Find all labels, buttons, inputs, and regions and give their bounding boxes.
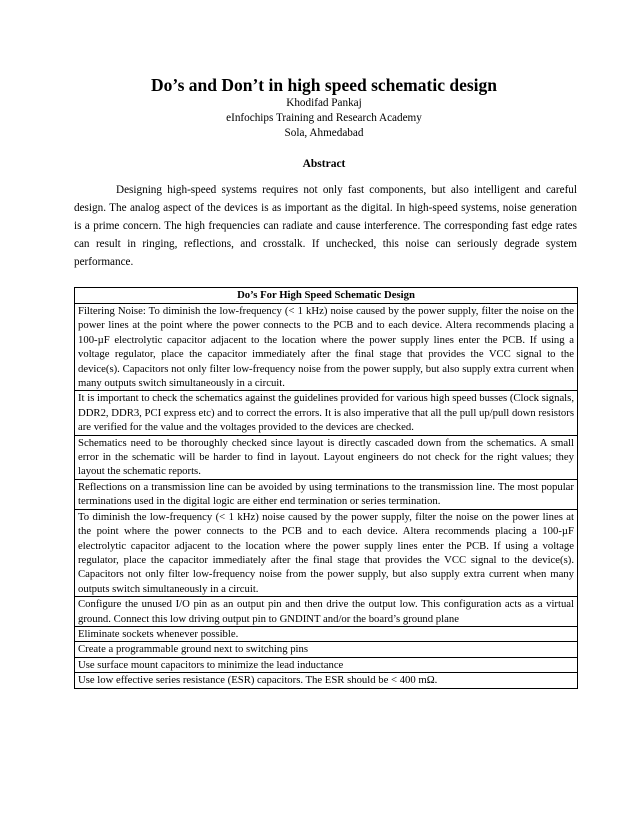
table-row <box>75 391 578 435</box>
table-cell: Filtering Noise: To diminish the low-frequency (< 1 kHz) noise caused by the power supply, filter the noise on the power lines at the point where the power connects to the PCB and to each device. Altera recommends placing a 100-µF electrolytic capacitor adjacent to the location where the power supply lines enter the PCB. If using a voltage regulator, place the capacitor immediately after the final stage that provides the VCC signal to the device(s). Capacitors not only filter low-frequency noise from the power supply, but also supply extra current when many outputs switch simultaneously in a circuit. <box>75 304 578 391</box>
document-title: Do’s and Don’t in high speed schematic design <box>151 75 497 95</box>
table-row <box>75 597 578 627</box>
table-cell: Use low effective series resistance (ESR) capacitors. The ESR should be < 400 mΩ. <box>75 673 578 688</box>
abstract-paragraph: Designing high-speed systems requires not only fast components, but also intelligent and careful design. The analog aspect of the devices is as important as the digital. In high-speed systems, noise generation is a prime concern. The high frequencies can radiate and cause interference. The corresponding fast edge rates can result in ringing, reflections, and crosstalk. If unchecked, this noise can seriously degrade system performance. <box>74 184 577 268</box>
table-row <box>75 509 578 596</box>
author-name: Khodifad Pankaj <box>286 97 362 109</box>
table-cell: To diminish the low-frequency (< 1 kHz) noise caused by the power supply, filter the noise on the power lines at the point where the power connects to the PCB and to each device. Altera recommends placing a 100-µF electrolytic capacitor adjacent to the location where the power supply lines enter the PCB. If using a voltage regulator, place the capacitor immediately after the final stage that provides the VCC signal to the device(s). Capacitors not only filter low-frequency noise from the power supply, but also supply extra current when many outputs switch simultaneously in a circuit. <box>75 509 578 596</box>
abstract-heading: Abstract <box>302 158 346 170</box>
table-cell: Schematics need to be thoroughly checked since layout is directly cascaded down from the schematics. A small error in the schematic will be harder to find in layout. Layout engineers do not check for the right values; they layout the schematic reports. <box>75 435 578 479</box>
dos-table <box>74 287 578 689</box>
table-row <box>75 435 578 479</box>
author-affiliation: eInfochips Training and Research Academy <box>226 112 422 124</box>
table-cell: Eliminate sockets whenever possible. <box>75 626 578 641</box>
table-cell: Use surface mount capacitors to minimize the lead inductance <box>75 657 578 672</box>
author-location: Sola, Ahmedabad <box>284 127 364 139</box>
table-cell: Create a programmable ground next to switching pins <box>75 642 578 657</box>
table-cell: It is important to check the schematics against the guidelines provided for various high speed busses (Clock signals, DDR2, DDR3, PCI express etc) and to correct the errors. It is also imperative that all the pull up/pull down resistors are verified for the value and the voltages provided to the devices are checked. <box>75 391 578 435</box>
table-row <box>75 657 578 672</box>
table-row <box>75 304 578 391</box>
table-row <box>75 673 578 688</box>
table-header: Do’s For High Speed Schematic Design <box>75 288 578 304</box>
table-row <box>75 626 578 641</box>
table-cell: Configure the unused I/O pin as an output pin and then drive the output low. This configuration acts as a virtual ground. Connect this low driving output pin to GNDINT and/or the board’s ground plane <box>75 597 578 627</box>
table-row <box>75 479 578 509</box>
table-header-row <box>75 288 578 304</box>
table-row <box>75 642 578 657</box>
table-cell: Reflections on a transmission line can be avoided by using terminations to the transmission line. The most popular terminations used in the digital logic are either end termination or series termination. <box>75 479 578 509</box>
